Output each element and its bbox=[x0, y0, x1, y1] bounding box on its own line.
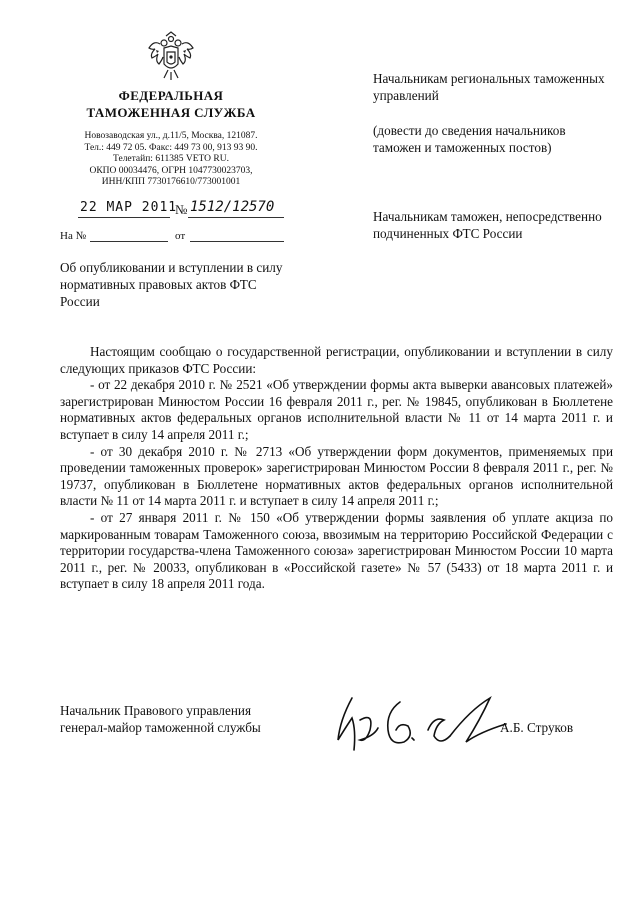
registration-date-stamp: 22 МАР 2011 bbox=[80, 200, 178, 215]
body-intro: Настоящим сообщаю о государственной регистрации, опубликовании и вступлении в силу следующих приказов ФТС России: bbox=[60, 344, 613, 376]
contact-line: ОКПО 00034476, ОГРН 1047730023703, bbox=[89, 165, 253, 176]
addressee-customs-heads: Начальникам таможен, непосредственно подчиненных ФТС России bbox=[373, 209, 602, 241]
order-item: - от 22 декабря 2010 г. № 2521 «Об утверждении формы акта выверки авансовых платежей» зарегистрирован Минюстом России 16 февраля 2011 г., рег. № 19845, опубликован в Бюллетене нормативных актов федеральных органов исполнительной власти № 11 от 14 марта 2011 г. и вступает в силу 14 апреля 2011 г.; bbox=[60, 377, 613, 442]
addressee-regional-heads: Начальникам региональных таможенных управлений bbox=[373, 71, 605, 103]
order-item: - от 30 декабря 2010 г. № 2713 «Об утверждении форм документов, применяемых при проведении таможенных проверок» зарегистрирован Минюстом России 8 февраля 2011 г., рег. № 19737, опубликован в Бюллетене нормативных актов федеральных органов исполнительной власти № 11 от 14 марта 2011 г. и вступает в силу 14 апреля 2011 г.; bbox=[60, 443, 613, 509]
org-name-line1: ФЕДЕРАЛЬНАЯ bbox=[118, 88, 224, 103]
contact-line: Телетайп: 611385 VETO RU. bbox=[113, 154, 229, 165]
reference-from-label: от bbox=[175, 230, 186, 242]
reference-number-line bbox=[90, 241, 168, 242]
reference-number-label: На № bbox=[60, 230, 87, 242]
contact-line: ИНН/КПП 7730176610/773001001 bbox=[101, 177, 241, 188]
order-item: - от 27 января 2011 г. № 150 «Об утверждении формы заявления об уплате акциза по маркированным товарам Таможенного союза, ввозимым на территорию Российской Федерации с территории государства-члена Таможенного союза» зарегистрирован Минюстом России 10 марта 2011 г., рег. № 20033, опубликован в «Российской газете» № 57 (5433) от 18 марта 2011 г. и вступает в силу 18 апреля 2011 года. bbox=[60, 509, 613, 592]
signer-name: А.Б. Струков bbox=[500, 720, 574, 735]
number-underline bbox=[188, 217, 284, 218]
state-emblem-icon bbox=[146, 30, 196, 82]
org-contacts bbox=[60, 131, 282, 189]
letter-subject: Об опубликовании и вступлении в силу нормативных правовых актов ФТС России bbox=[60, 260, 283, 309]
addressee-note: (довести до сведения начальников таможен и таможенных постов) bbox=[373, 123, 566, 155]
contact-line: Тел.: 449 72 05. Факс: 449 73 00, 913 93 90. bbox=[84, 142, 258, 153]
reference-date-line bbox=[190, 241, 284, 242]
registration-number: 1512/12570 bbox=[190, 199, 275, 215]
letter-body bbox=[60, 344, 613, 593]
date-underline bbox=[78, 217, 170, 218]
signer-position-line1: Начальник Правового управления bbox=[60, 703, 252, 718]
reg-number-label: № bbox=[175, 202, 188, 217]
signer-position-line2: генерал-майор таможенной службы bbox=[60, 720, 261, 735]
signer-position bbox=[60, 702, 320, 736]
contact-line: Новозаводская ул., д.11/5, Москва, 121087. bbox=[84, 131, 258, 141]
org-name-line2: ТАМОЖЕННАЯ СЛУЖБА bbox=[86, 105, 256, 120]
handwritten-signature bbox=[330, 690, 515, 760]
